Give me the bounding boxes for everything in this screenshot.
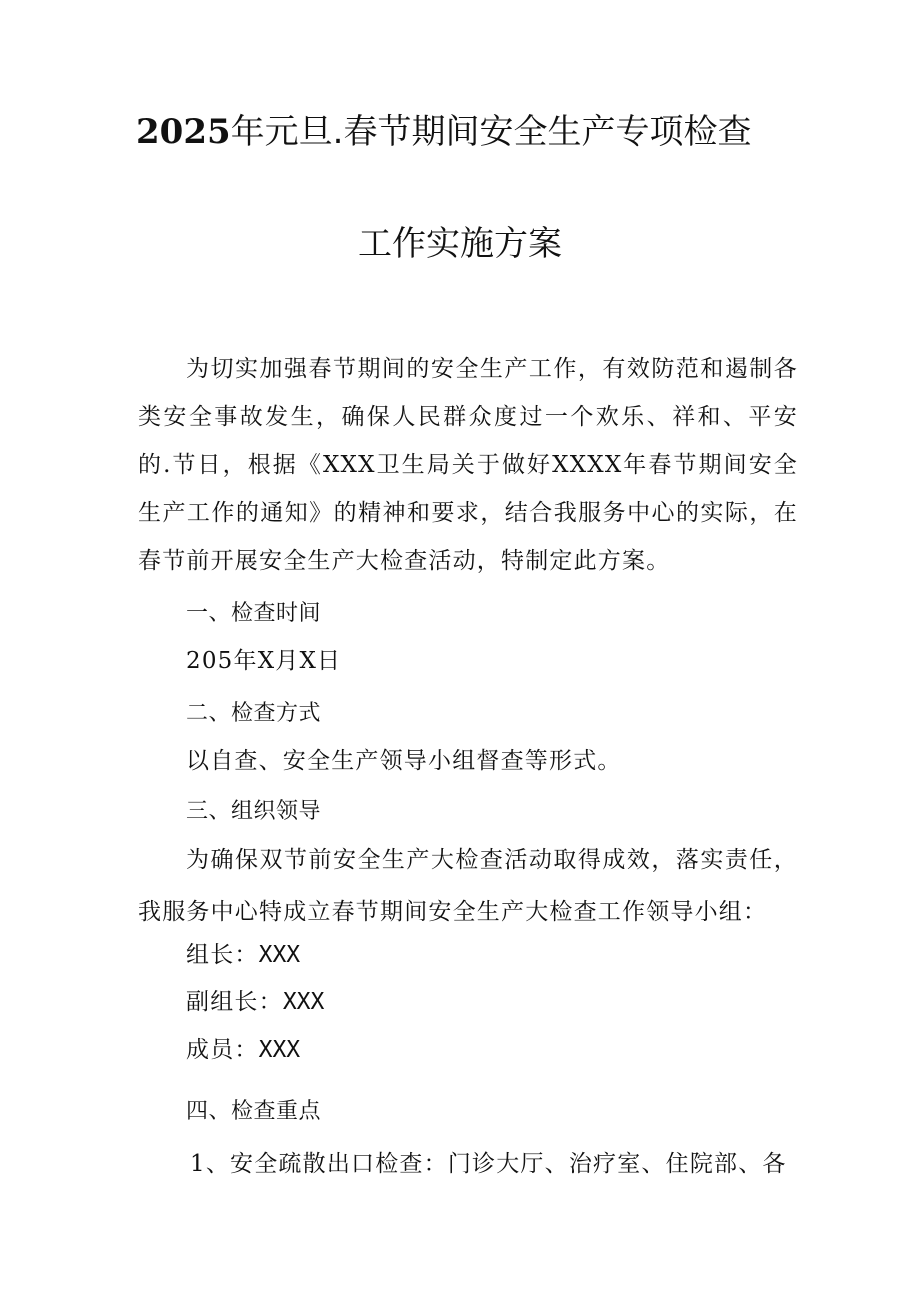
title-line-1-text: 年元旦.春节期间安全生产专项检查: [230, 112, 752, 152]
deputy-label: 副组长：: [186, 989, 283, 1015]
members-line: [186, 1026, 300, 1074]
leader-label: 组长：: [186, 942, 259, 968]
members-label: 成员：: [186, 1037, 259, 1063]
section-3-heading: 三、组织领导: [186, 799, 322, 824]
document-title-line-2: 工作实施方案: [358, 224, 562, 264]
section-4-heading: 四、检查重点: [186, 1099, 322, 1124]
item-1-text: 1、安全疏散出口检查：门诊大厅、治疗室、住院部、各: [190, 1151, 787, 1177]
leader-line: [186, 931, 300, 979]
section-3-text: 为确保双节前安全生产大检查活动取得成效，落实责任，我服务中心特成立春节期间安全生产大检查工作领导小组：: [138, 847, 798, 925]
title-year: 2025: [136, 112, 231, 152]
deputy-value: XXX: [282, 989, 325, 1015]
leader-value: XXX: [258, 942, 301, 968]
section-1-heading: 一、检查时间: [186, 601, 322, 626]
section-1-date: 205年X月X日: [186, 648, 342, 674]
document-title-line-1: [136, 112, 751, 152]
section-2-heading: 二、检查方式: [186, 701, 322, 726]
intro-paragraph: 为切实加强春节期间的安全生产工作，有效防范和遏制各类安全事故发生，确保人民群众度过一个欢乐、祥和、平安的.节日，根据《XXX卫生局关于做好XXXX年春节期间安全生产工作的通知》的精神和要求，结合我服务中心的实际，在春节前开展安全生产大检查活动，特制定此方案。: [138, 356, 798, 574]
deputy-line: [186, 978, 324, 1026]
members-value: XXX: [258, 1037, 301, 1063]
section-2-text: 以自查、安全生产领导小组督查等形式。: [186, 748, 622, 774]
